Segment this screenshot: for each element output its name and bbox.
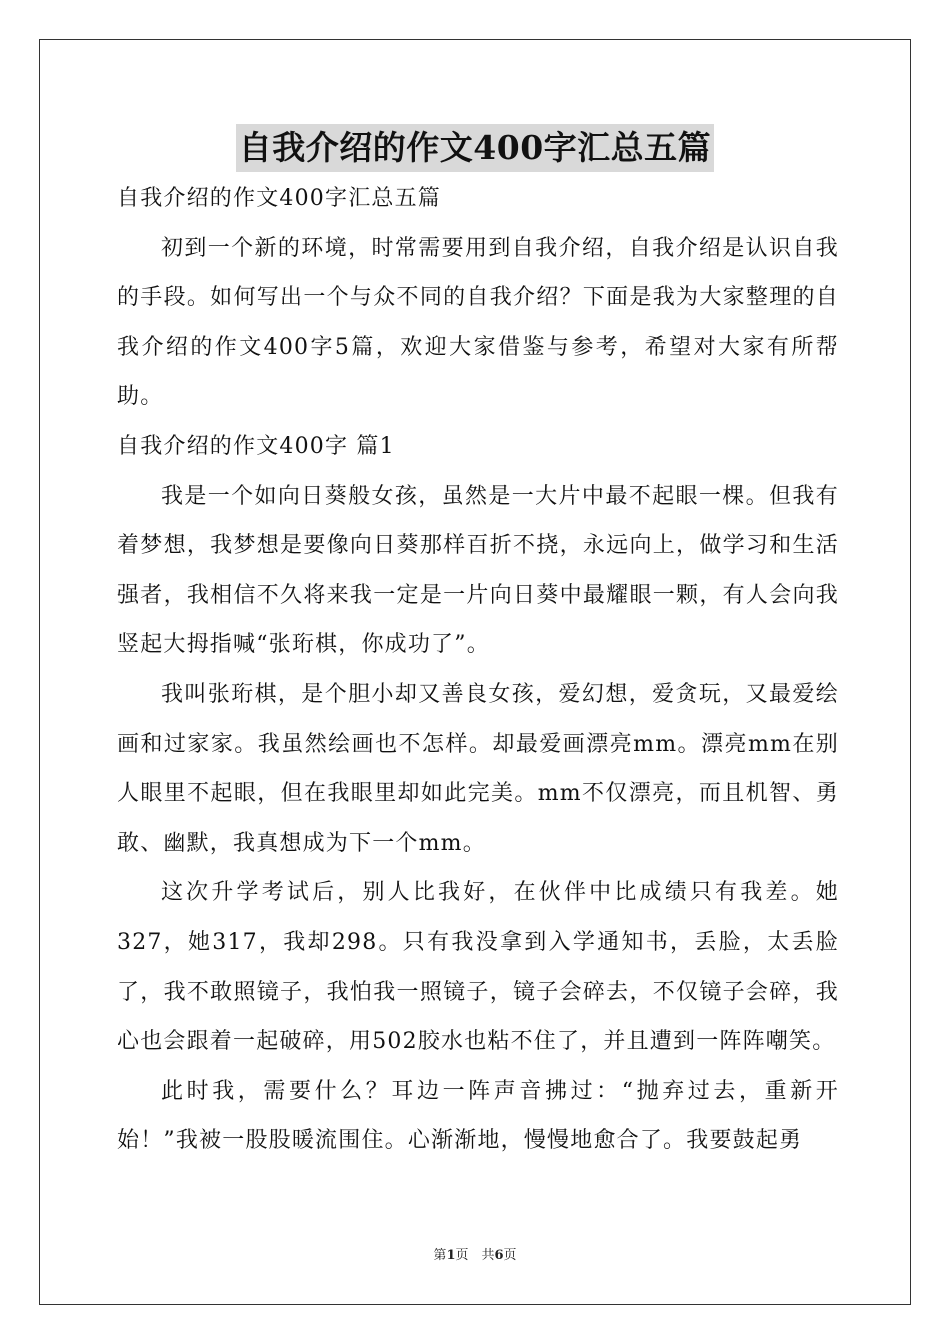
section-heading: 自我介绍的作文400字 篇1 <box>117 433 395 459</box>
section-heading: 自我介绍的作文400字汇总五篇 <box>117 186 441 211</box>
body-paragraph: 我叫张珩棋，是个胆小却又善良女孩，爱幻想，爱贪玩，又最爱绘画和过家家。我虽然绘画也不怎样。却最爱画漂亮mm。漂亮mm在别人眼里不起眼，但在我眼里却如此完美。mm不仅漂亮，而且机智、勇敢、幽默，我真想成为下一个mm。 <box>117 681 839 856</box>
footer-middle: 页 共 <box>455 1248 495 1263</box>
page-footer <box>0 1247 950 1265</box>
current-page-number: 1 <box>446 1248 456 1263</box>
total-page-count: 6 <box>494 1248 504 1263</box>
body-paragraph: 初到一个新的环境，时常需要用到自我介绍，自我介绍是认识自我的手段。如何写出一个与众不同的自我介绍？下面是我为大家整理的自我介绍的作文400字5篇，欢迎大家借鉴与参考，希望对大家有所帮助。 <box>117 235 839 410</box>
body-paragraph: 这次升学考试后，别人比我好，在伙伴中比成绩只有我差。她327，她317，我却298。只有我没拿到入学通知书，丢脸，太丢脸了，我不敢照镜子，我怕我一照镜子，镜子会碎去，不仅镜子会碎，我心也会跟着一起破碎，用502胶水也粘不住了，并且遭到一阵阵嘲笑。 <box>117 880 839 1055</box>
footer-suffix: 页 <box>503 1248 517 1263</box>
body-paragraph: 我是一个如向日葵般女孩，虽然是一大片中最不起眼一棵。但我有着梦想，我梦想是要像向日葵那样百折不挠，永远向上，做学习和生活强者，我相信不久将来我一定是一片向日葵中最耀眼一颗，有人会向我竖起大拇指喊“张珩棋，你成功了”。 <box>117 483 839 658</box>
document-body <box>117 174 839 1166</box>
title-area <box>0 124 950 172</box>
document-title: 自我介绍的作文400字汇总五篇 <box>236 124 714 172</box>
body-paragraph: 此时我，需要什么？耳边一阵声音拂过：“抛弃过去，重新开始！”我被一股股暖流围住。心渐渐地，慢慢地愈合了。我要鼓起勇 <box>117 1078 839 1154</box>
footer-prefix: 第 <box>433 1248 447 1263</box>
